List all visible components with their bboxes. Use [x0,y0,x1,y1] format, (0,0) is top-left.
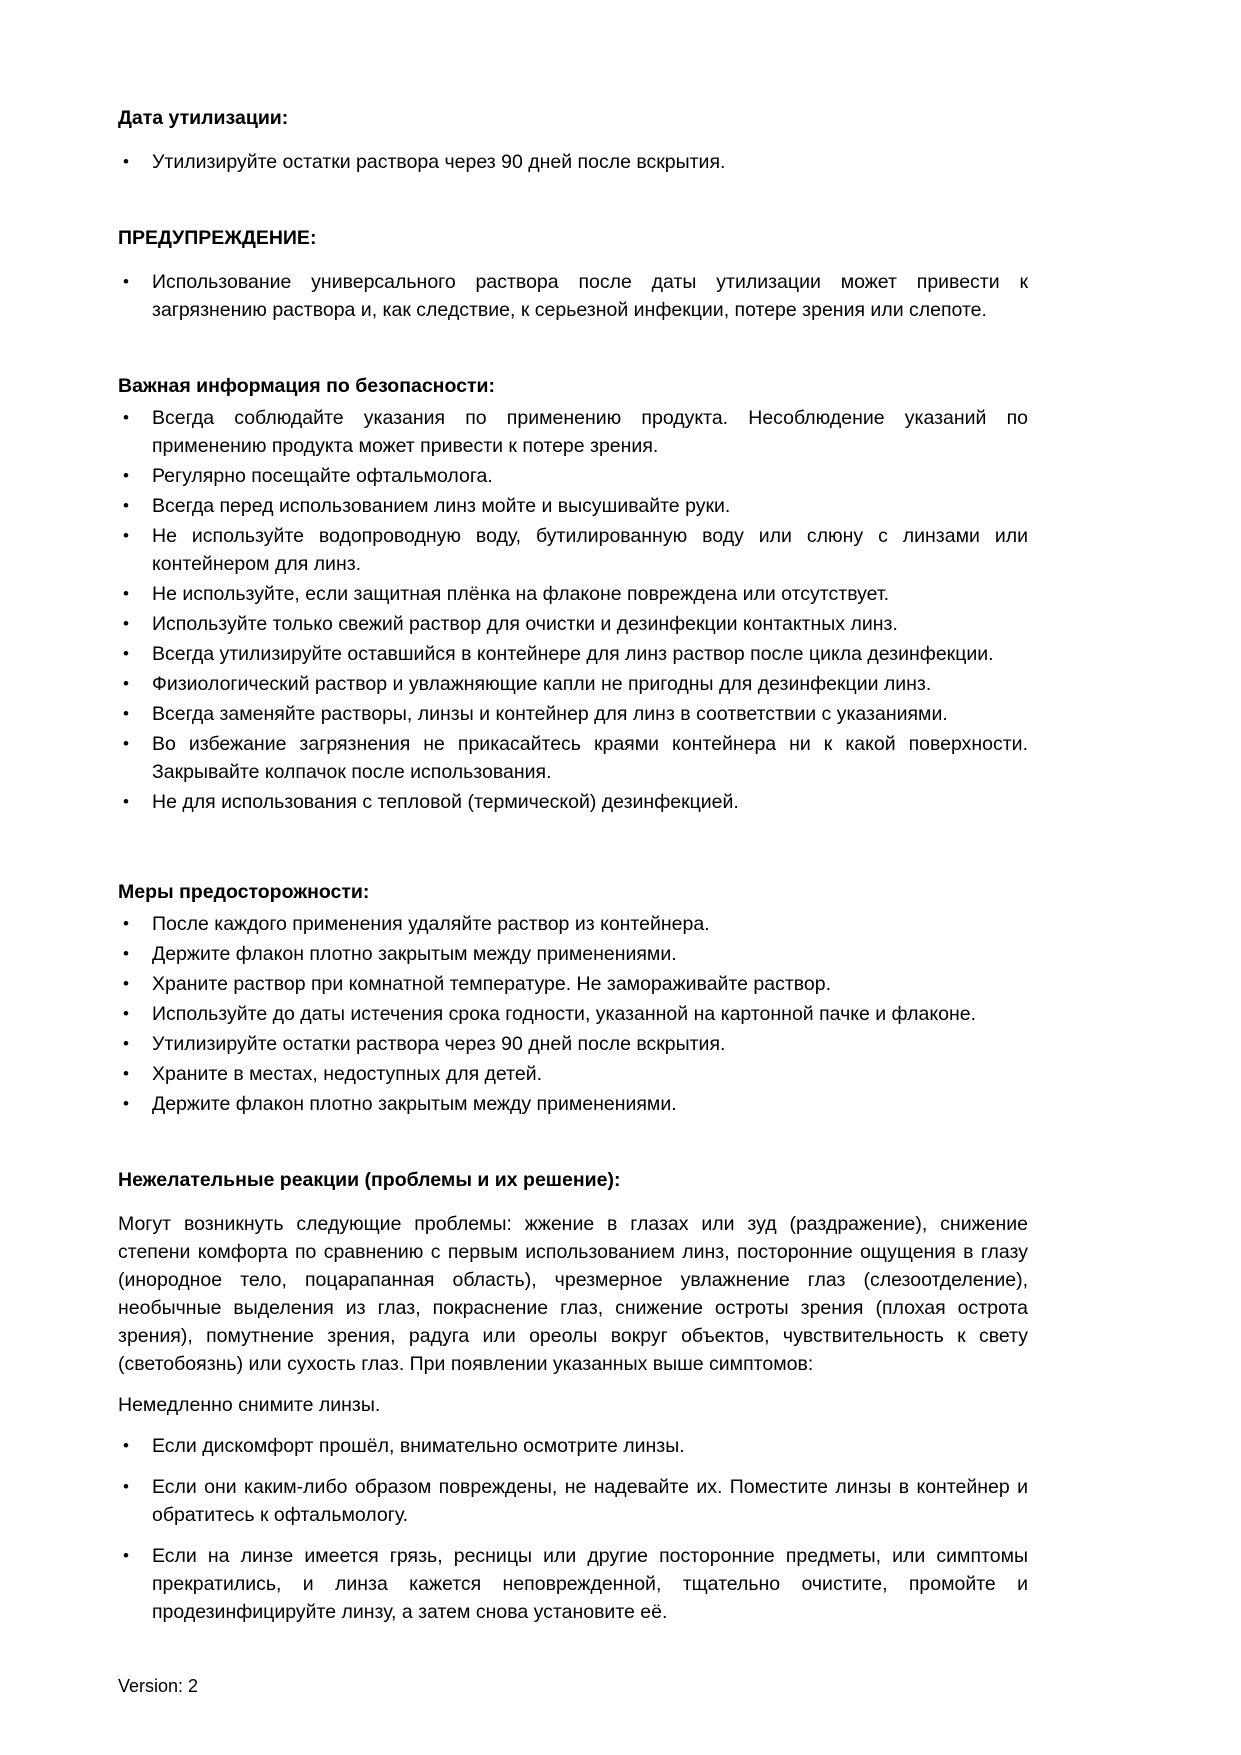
bullet-item [118,1060,1028,1088]
bullet-item [118,1000,1028,1028]
bullet-item [118,940,1028,968]
section-heading: Дата утилизации: [118,107,289,129]
bullet-item [118,610,1028,638]
bullet-item [118,730,1028,786]
version-footer: Version: 2 [118,1676,199,1696]
bullet-text: Храните в местах, недоступных для детей. [152,1063,542,1085]
bullet-icon: • [123,974,129,993]
bullet-item [118,492,1028,520]
bullet-text: Во избежание загрязнения не прикасайтесь краями контейнера ни к какой поверхности. Закрывайте колпачок после использования. [152,733,1028,783]
bullet-icon: • [123,614,129,633]
paragraph: Могут возникнуть следующие проблемы: жжение в глазах или зуд (раздражение), снижение степени комфорта по сравнению с первым использованием линз, посторонние ощущения в глазу (инородное тело, поцарапанная область), чрезмерное увлажнение глаз (слезоотделение), необычные выделения из глаз, покраснение глаз, снижение остроты зрения (плохая острота зрения), помутнение зрения, радуга или ореолы вокруг объектов, чувствительность к свету (светобоязнь) или сухость глаз. При появлении указанных выше симптомов: [118,1213,1028,1375]
bullet-icon: • [123,674,129,693]
bullet-text: После каждого применения удаляйте раствор из контейнера. [152,913,710,935]
bullet-text: Если дискомфорт прошёл, внимательно осмотрите линзы. [152,1435,685,1457]
bullet-text: Использование универсального раствора после даты утилизации может привести к загрязнению раствора и, как следствие, к серьезной инфекции, потере зрения или слепоте. [152,271,1028,321]
bullet-text: Всегда соблюдайте указания по применению продукта. Несоблюдение указаний по применению продукта может привести к потере зрения. [152,407,1028,457]
bullet-icon: • [123,1064,129,1083]
bullet-item [118,970,1028,998]
section-heading: Важная информация по безопасности: [118,375,495,397]
bullet-item [118,462,1028,490]
bullet-text: Всегда заменяйте растворы, линзы и контейнер для линз в соответствии с указаниями. [152,703,948,725]
section-heading: Нежелательные реакции (проблемы и их решение): [118,1169,621,1191]
bullet-icon: • [123,1094,129,1113]
section-heading: ПРЕДУПРЕЖДЕНИЕ: [118,227,317,249]
bullet-item [118,910,1028,938]
bullet-item [118,640,1028,668]
section-precautions [118,878,1028,1118]
section-adverse-reactions [118,1166,1028,1626]
bullet-icon: • [123,152,129,171]
bullet-item [118,788,1028,816]
bullet-item [118,1473,1028,1529]
bullet-icon: • [123,1436,129,1455]
bullet-text: Не используйте водопроводную воду, бутилированную воду или слюну с линзами или контейнером для линз. [152,525,1028,575]
bullet-item [118,580,1028,608]
bullet-text: Не используйте, если защитная плёнка на флаконе повреждена или отсутствует. [152,583,890,605]
bullet-text: Утилизируйте остатки раствора через 90 дней после вскрытия. [152,1033,726,1055]
bullet-text: Держите флакон плотно закрытым между применениями. [152,943,677,965]
paragraph: Немедленно снимите линзы. [118,1394,381,1416]
bullet-text: Регулярно посещайте офтальмолога. [152,465,493,487]
section-warning [118,224,1028,324]
bullet-icon: • [123,704,129,723]
bullet-icon: • [123,408,129,427]
bullet-icon: • [123,914,129,933]
bullet-text: Не для использования с тепловой (термической) дезинфекцией. [152,791,739,813]
bullet-text: Используйте только свежий раствор для очистки и дезинфекции контактных линз. [152,613,898,635]
bullet-icon: • [123,644,129,663]
bullet-item [118,1030,1028,1058]
bullet-text: Утилизируйте остатки раствора через 90 дней после вскрытия. [152,151,726,173]
bullet-item [118,148,1028,176]
bullet-item [118,1432,1028,1460]
bullet-item [118,700,1028,728]
bullet-item [118,1542,1028,1626]
bullet-icon: • [123,272,129,291]
bullet-item [118,670,1028,698]
bullet-item [118,1090,1028,1118]
bullet-item [118,404,1028,460]
document-body [118,104,1028,1626]
bullet-text: Держите флакон плотно закрытым между применениями. [152,1093,677,1115]
bullet-text: Используйте до даты истечения срока годности, указанной на картонной пачке и флаконе. [152,1003,977,1025]
bullet-item [118,268,1028,324]
bullet-icon: • [123,496,129,515]
bullet-text: Всегда утилизируйте оставшийся в контейнере для линз раствор после цикла дезинфекции. [152,643,994,665]
section-heading: Меры предосторожности: [118,881,370,903]
bullet-text: Если на линзе имеется грязь, ресницы или другие посторонние предметы, или симптомы прекратились, и линза кажется неповрежденной, тщательно очистите, промойте и продезинфицируйте линзу, а затем снова установите её. [152,1545,1028,1623]
bullet-icon: • [123,1034,129,1053]
bullet-text: Физиологический раствор и увлажняющие капли не пригодны для дезинфекции линз. [152,673,932,695]
bullet-icon: • [123,466,129,485]
section-safety-info [118,372,1028,816]
bullet-icon: • [123,944,129,963]
bullet-text: Храните раствор при комнатной температуре. Не замораживайте раствор. [152,973,832,995]
bullet-item [118,522,1028,578]
section-disposal-date [118,104,1028,176]
bullet-text: Если они каким-либо образом повреждены, не надевайте их. Поместите линзы в контейнер и обратитесь к офтальмологу. [152,1476,1028,1526]
bullet-icon: • [123,526,129,545]
bullet-icon: • [123,1546,129,1565]
bullet-icon: • [123,584,129,603]
bullet-icon: • [123,734,129,753]
bullet-text: Всегда перед использованием линз мойте и высушивайте руки. [152,495,731,517]
bullet-icon: • [123,1004,129,1023]
bullet-icon: • [123,1477,129,1496]
bullet-icon: • [123,792,129,811]
